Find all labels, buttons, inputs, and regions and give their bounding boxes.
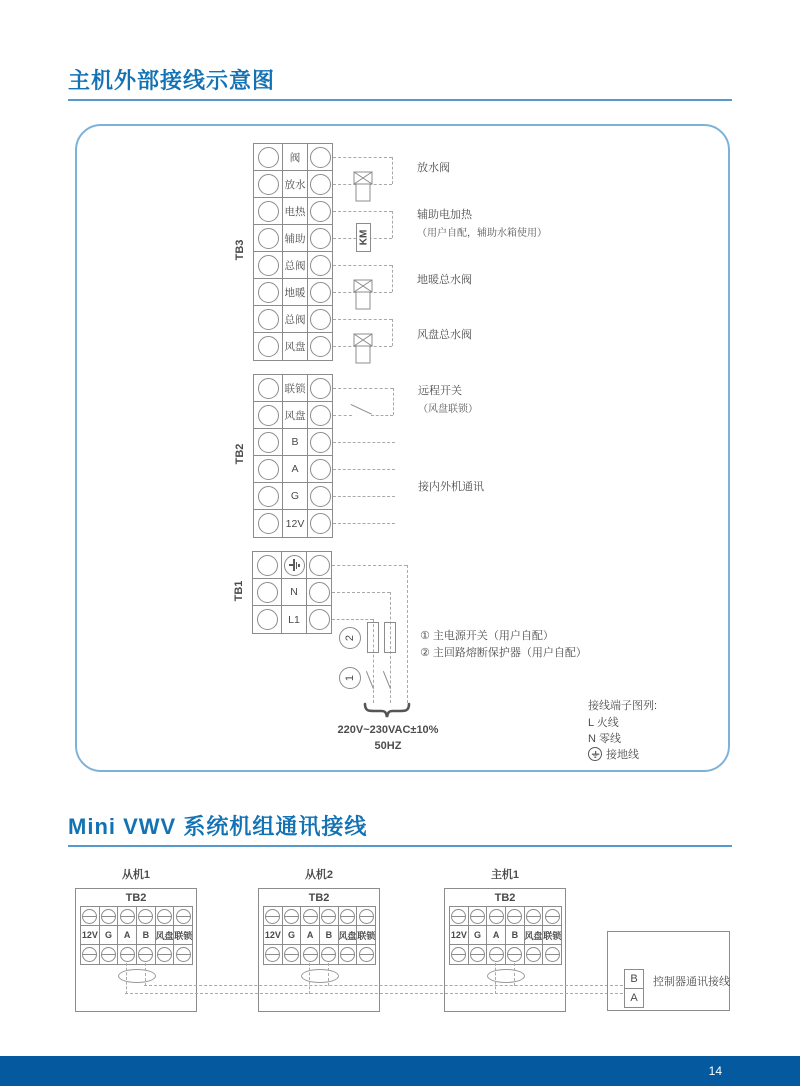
unit-title: 从机1 — [121, 869, 151, 881]
strip-screw — [283, 907, 302, 925]
controller-label: 控制器通讯接线 — [653, 976, 730, 988]
wire-segment — [333, 496, 395, 497]
title-rule — [68, 845, 732, 847]
terminal-screw — [451, 947, 466, 962]
strip-screw — [450, 907, 469, 925]
wire-segment — [333, 523, 395, 524]
terminal-screw — [310, 486, 331, 507]
wire-segment — [328, 963, 329, 986]
terminal-screw — [310, 201, 331, 222]
page-footer — [0, 1056, 800, 1086]
terminal-row — [254, 333, 332, 360]
strip-screw — [525, 945, 544, 964]
terminal-screw — [526, 909, 541, 924]
wire-segment — [393, 388, 394, 415]
annotation-main-switch: ① 主电源开关（用户自配） — [420, 630, 554, 642]
wire-segment — [309, 963, 310, 994]
wire-segment — [145, 963, 146, 986]
terminal-label — [281, 552, 307, 578]
page-title-main-wiring: 主机外部接线示意图 — [68, 68, 276, 93]
fuse-icon — [367, 622, 379, 653]
strip-screw — [174, 907, 192, 925]
terminal-row — [253, 552, 331, 579]
terminal-label: 联锁 — [282, 375, 308, 401]
annotation-aux-heater: 辅助电加热 — [417, 209, 472, 221]
legend-live-wire: L 火线 — [588, 717, 619, 729]
terminal-label: 风盘 — [282, 333, 308, 360]
wire-segment — [371, 415, 393, 416]
terminal-screw — [507, 947, 522, 962]
terminal-screw — [265, 947, 280, 962]
strip-screw — [81, 945, 100, 964]
strip-screw — [137, 907, 156, 925]
legend-title: 接线端子图列: — [588, 700, 658, 712]
wire-segment — [332, 565, 407, 566]
strip-screw — [100, 945, 119, 964]
strip-row — [450, 926, 561, 945]
terminal-label: 风盘 — [282, 402, 308, 428]
strip-label: B — [137, 926, 156, 944]
wire-segment — [333, 469, 395, 470]
terminal-screw — [340, 909, 355, 924]
terminal-screw — [310, 405, 331, 426]
strip-screw — [320, 945, 339, 964]
terminal-screw — [258, 309, 279, 330]
strip-label: 风盘 — [339, 926, 358, 944]
title-rule — [68, 99, 732, 101]
terminal-screw — [265, 909, 280, 924]
terminal-screw — [359, 947, 374, 962]
terminal-screw — [310, 228, 331, 249]
terminal-label: G — [282, 483, 308, 509]
unit-tb2-label: TB2 — [494, 892, 516, 904]
legend-ground-wire: 接地线 — [588, 746, 639, 762]
strip-screw — [506, 907, 525, 925]
terminal-row — [254, 510, 332, 537]
strip-screw — [264, 945, 283, 964]
terminal-screw — [470, 947, 485, 962]
strip-screw — [543, 907, 561, 925]
tb3-label: TB3 — [234, 239, 246, 261]
terminal-screw — [258, 201, 279, 222]
power-spec-frequency: 50HZ — [374, 740, 402, 752]
terminal-screw — [303, 909, 318, 924]
km-label: KM — [358, 229, 369, 246]
wire-segment — [333, 265, 392, 266]
terminal-screw — [257, 555, 278, 576]
terminal-block-tb1 — [252, 551, 332, 634]
strip-screw — [357, 945, 375, 964]
terminal-screw — [507, 909, 522, 924]
strip-label: G — [283, 926, 302, 944]
strip-screw — [487, 945, 506, 964]
ground-icon — [588, 747, 602, 761]
strip-label: G — [100, 926, 119, 944]
terminal-screw — [258, 405, 279, 426]
terminal-screw — [284, 947, 299, 962]
annotation-comm: 接内外机通讯 — [418, 481, 484, 493]
strip-label: 12V — [81, 926, 100, 944]
strip-screw — [339, 945, 358, 964]
wire-segment — [333, 415, 352, 416]
terminal-screw — [138, 909, 153, 924]
strip-row — [264, 945, 375, 964]
wire-segment — [332, 592, 390, 593]
page-title-comm-wiring: Mini VWV 系统机组通讯接线 — [68, 814, 368, 839]
controller-box — [607, 931, 730, 1011]
terminal-row — [254, 144, 332, 171]
terminal-row — [254, 171, 332, 198]
terminal-screw — [545, 909, 560, 924]
terminal-strip — [80, 906, 193, 965]
strip-screw — [118, 907, 137, 925]
strip-label: 联锁 — [174, 930, 193, 941]
terminal-screw — [526, 947, 541, 962]
strip-screw — [301, 945, 320, 964]
wiring-diagram-panel — [75, 124, 730, 772]
terminal-row — [254, 483, 332, 510]
wire-segment — [126, 963, 127, 994]
terminal-screw — [310, 432, 331, 453]
wire-segment — [333, 388, 393, 389]
strip-screw — [100, 907, 119, 925]
circled-number-1: 1 — [339, 667, 361, 689]
terminal-screw — [120, 909, 135, 924]
strip-screw — [357, 907, 375, 925]
unit-title: 从机2 — [304, 869, 334, 881]
terminal-label: L1 — [281, 606, 307, 633]
terminal-screw — [545, 947, 560, 962]
annotation-remote-switch-note: （风盘联锁） — [418, 404, 478, 415]
terminal-label: 电热 — [282, 198, 308, 224]
terminal-screw — [309, 582, 330, 603]
terminal-screw — [101, 909, 116, 924]
wire-segment — [392, 265, 393, 292]
terminal-screw — [258, 432, 279, 453]
terminal-screw — [310, 255, 331, 276]
unit-tb2-label: TB2 — [125, 892, 147, 904]
terminal-row — [254, 225, 332, 252]
terminal-screw — [310, 513, 331, 534]
strip-label: 联锁 — [357, 930, 376, 941]
circled-number-2: 2 — [339, 627, 361, 649]
annotation-fuse-protector: ② 主回路熔断保护器（用户自配） — [420, 647, 587, 659]
strip-screw — [156, 945, 175, 964]
strip-label: B — [506, 926, 525, 944]
strip-label: 12V — [264, 926, 283, 944]
terminal-screw — [176, 947, 191, 962]
wire-segment — [332, 619, 373, 620]
terminal-label: 放水 — [282, 171, 308, 197]
terminal-screw — [176, 909, 191, 924]
terminal-screw — [157, 909, 172, 924]
controller-terminal-a: A — [624, 988, 644, 1008]
terminal-screw — [321, 909, 336, 924]
strip-label: A — [487, 926, 506, 944]
strip-screw — [320, 907, 339, 925]
terminal-screw — [310, 336, 331, 357]
terminal-screw — [257, 609, 278, 630]
annotation-floor-valve: 地暖总水阀 — [417, 274, 472, 286]
terminal-screw — [258, 459, 279, 480]
terminal-screw — [284, 909, 299, 924]
terminal-screw — [138, 947, 153, 962]
terminal-label: N — [281, 579, 307, 605]
terminal-screw — [258, 282, 279, 303]
terminal-row — [253, 579, 331, 606]
strip-row — [81, 926, 192, 945]
strip-screw — [264, 907, 283, 925]
strip-screw — [525, 907, 544, 925]
wire-segment — [333, 442, 395, 443]
ground-terminal-icon — [284, 555, 305, 576]
strip-row — [264, 926, 375, 945]
tb1-label: TB1 — [233, 580, 245, 602]
km-contactor-icon — [356, 223, 371, 252]
terminal-label: 辅助 — [282, 225, 308, 251]
valve-icon — [353, 333, 373, 364]
wire-segment — [333, 319, 392, 320]
terminal-label: 12V — [282, 510, 308, 537]
wire-segment — [514, 963, 515, 986]
strip-screw — [118, 945, 137, 964]
strip-label: 联锁 — [543, 930, 562, 941]
terminal-row — [254, 456, 332, 483]
terminal-label: A — [282, 456, 308, 482]
terminal-screw — [340, 947, 355, 962]
terminal-label: 阀 — [282, 144, 308, 170]
terminal-screw — [258, 336, 279, 357]
strip-screw — [339, 907, 358, 925]
strip-screw — [156, 907, 175, 925]
power-spec-voltage: 220V~230VAC±10% — [337, 724, 439, 736]
terminal-screw — [310, 174, 331, 195]
terminal-screw — [321, 947, 336, 962]
wire-segment — [333, 211, 392, 212]
brace-icon — [363, 702, 411, 720]
strip-row — [264, 907, 375, 926]
controller-terminal-b: B — [624, 969, 644, 989]
strip-screw — [487, 907, 506, 925]
terminal-screw — [258, 486, 279, 507]
terminal-screw — [82, 909, 97, 924]
comm-bus-line-a — [125, 993, 623, 994]
tb2-label: TB2 — [234, 443, 246, 465]
terminal-screw — [157, 947, 172, 962]
terminal-label: 总阀 — [282, 252, 308, 278]
strip-row — [81, 907, 192, 926]
terminal-screw — [82, 947, 97, 962]
strip-screw — [174, 945, 192, 964]
twisted-pair-icon — [487, 969, 525, 983]
valve-icon — [353, 279, 373, 310]
strip-screw — [301, 907, 320, 925]
annotation-remote-switch: 远程开关 — [418, 385, 462, 397]
terminal-screw — [451, 909, 466, 924]
terminal-screw — [258, 255, 279, 276]
legend-neutral-wire: N 零线 — [588, 733, 621, 745]
twisted-pair-icon — [301, 969, 339, 983]
wire-segment — [392, 319, 393, 346]
terminal-screw — [258, 228, 279, 249]
terminal-row — [254, 279, 332, 306]
terminal-screw — [310, 459, 331, 480]
strip-label: B — [320, 926, 339, 944]
strip-label: A — [301, 926, 320, 944]
terminal-screw — [101, 947, 116, 962]
wire-segment — [407, 565, 408, 703]
terminal-screw — [120, 947, 135, 962]
terminal-screw — [489, 947, 504, 962]
terminal-row — [254, 429, 332, 456]
terminal-screw — [258, 147, 279, 168]
terminal-screw — [489, 909, 504, 924]
annotation-drain-valve: 放水阀 — [417, 162, 450, 174]
strip-label: A — [118, 926, 137, 944]
strip-screw — [506, 945, 525, 964]
terminal-row — [254, 198, 332, 225]
terminal-screw — [310, 378, 331, 399]
terminal-row — [254, 252, 332, 279]
terminal-row — [254, 306, 332, 333]
terminal-screw — [310, 147, 331, 168]
terminal-strip — [263, 906, 376, 965]
valve-icon — [353, 171, 373, 202]
strip-label: 风盘 — [156, 926, 175, 944]
strip-screw — [450, 945, 469, 964]
strip-row — [450, 945, 561, 964]
strip-label: 风盘 — [525, 926, 544, 944]
wire-segment — [392, 211, 393, 238]
wire-segment — [392, 157, 393, 184]
terminal-screw — [309, 555, 330, 576]
strip-label: 12V — [450, 926, 469, 944]
strip-screw — [543, 945, 561, 964]
terminal-strip — [449, 906, 562, 965]
strip-screw — [81, 907, 100, 925]
twisted-pair-icon — [118, 969, 156, 983]
annotation-fan-coil-valve: 风盘总水阀 — [417, 329, 472, 341]
strip-row — [81, 945, 192, 964]
terminal-block-tb2 — [253, 374, 333, 538]
terminal-screw — [258, 378, 279, 399]
terminal-label: B — [282, 429, 308, 455]
terminal-block-tb3 — [253, 143, 333, 361]
terminal-screw — [310, 282, 331, 303]
terminal-label: 地暖 — [282, 279, 308, 305]
terminal-row — [253, 606, 331, 633]
unit-title: 主机1 — [490, 869, 520, 881]
terminal-screw — [470, 909, 485, 924]
unit-tb2-label: TB2 — [308, 892, 330, 904]
terminal-screw — [258, 174, 279, 195]
strip-screw — [469, 945, 488, 964]
strip-screw — [469, 907, 488, 925]
strip-label: G — [469, 926, 488, 944]
terminal-screw — [303, 947, 318, 962]
wire-segment — [495, 963, 496, 994]
strip-row — [450, 907, 561, 926]
terminal-screw — [258, 513, 279, 534]
strip-screw — [137, 945, 156, 964]
terminal-screw — [359, 909, 374, 924]
comm-bus-line-b — [144, 985, 623, 986]
terminal-row — [254, 375, 332, 402]
fuse-icon — [384, 622, 396, 653]
terminal-screw — [310, 309, 331, 330]
terminal-row — [254, 402, 332, 429]
strip-screw — [283, 945, 302, 964]
wire-segment — [333, 157, 392, 158]
page-number: 14 — [708, 1064, 722, 1078]
terminal-screw — [257, 582, 278, 603]
annotation-aux-heater-note: （用户自配，辅助水箱使用） — [417, 228, 547, 239]
terminal-screw — [309, 609, 330, 630]
terminal-label: 总阀 — [282, 306, 308, 332]
